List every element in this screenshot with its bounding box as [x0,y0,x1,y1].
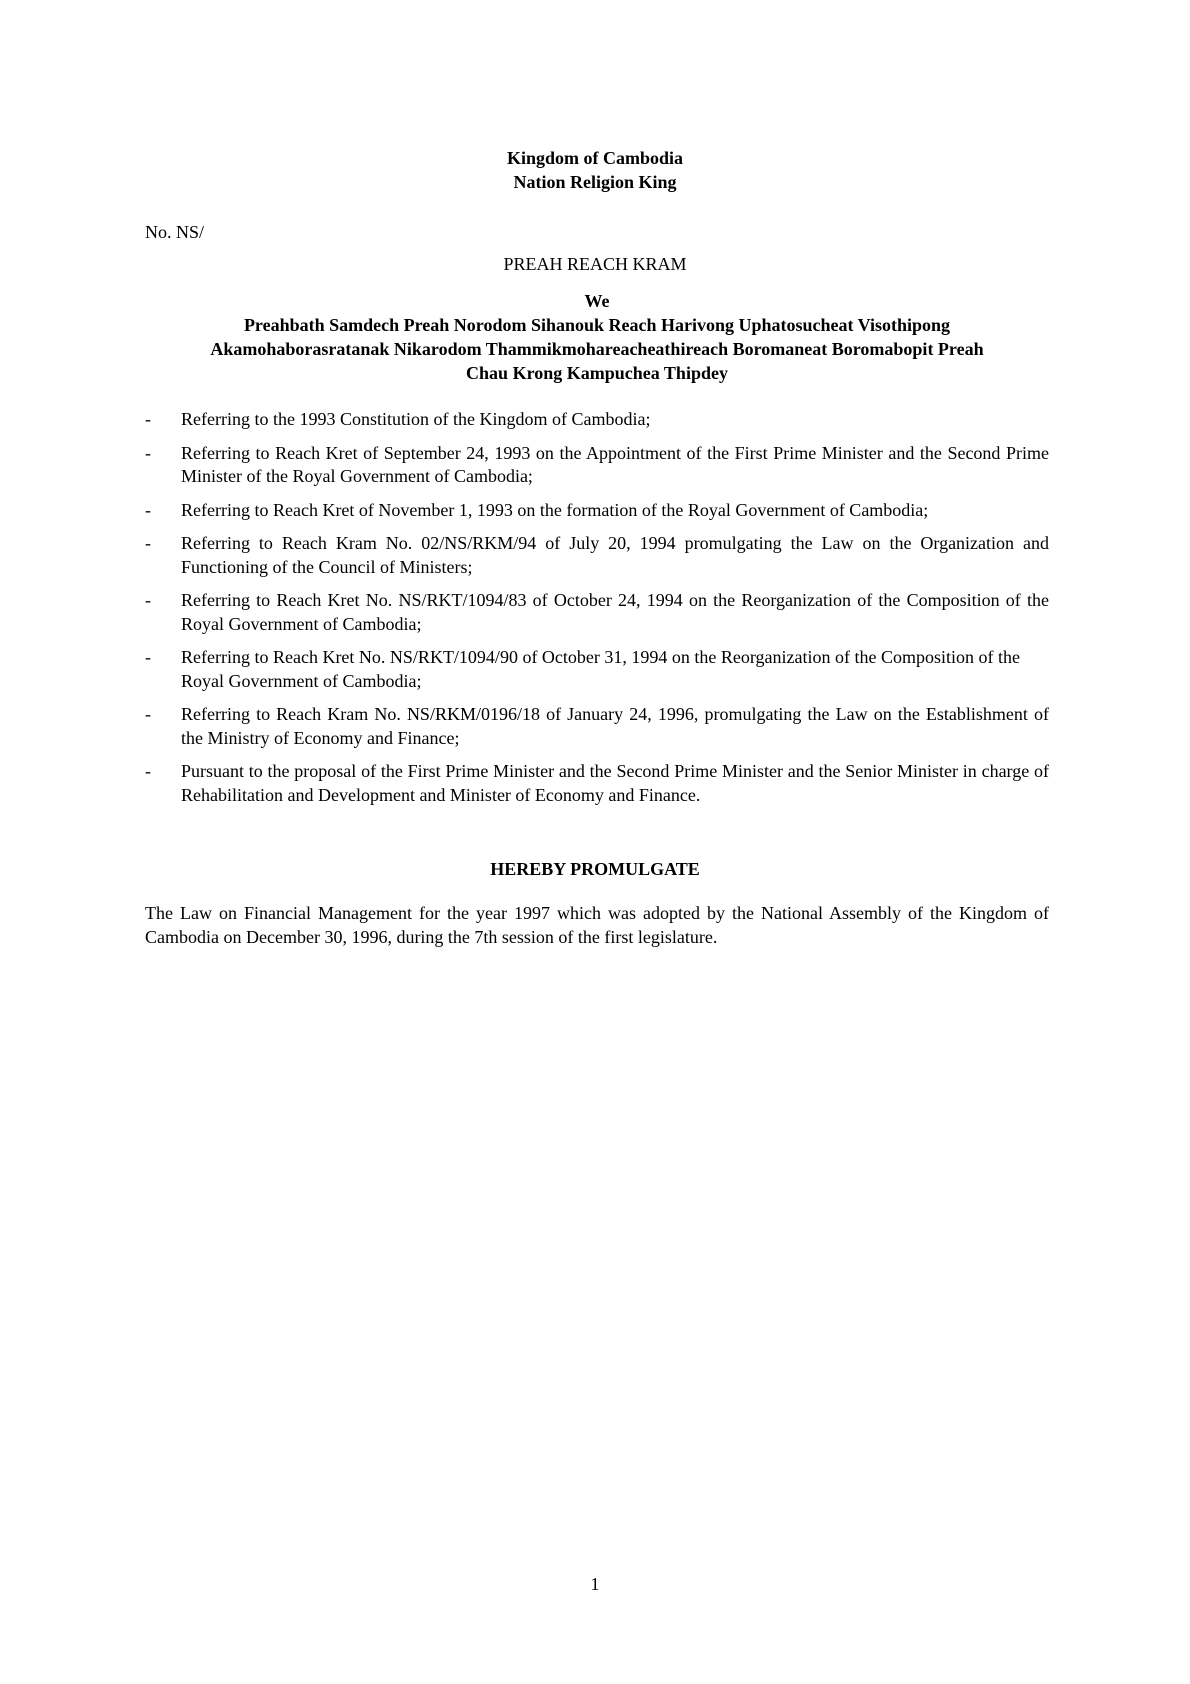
reference-item [145,703,1049,750]
decree-type: PREAH REACH KRAM [503,254,687,274]
references-list [145,408,1049,817]
issuer-title-line-1: Preahbath Samdech Preah Norodom Sihanouk Reach Harivong Uphatosucheat Visothipong [243,315,951,335]
document-number: No. NS/ [145,222,205,242]
header-kingdom: Kingdom of Cambodia [506,148,684,168]
header-motto: Nation Religion King [513,172,677,192]
bullet-dash: - [145,442,151,463]
reference-item [145,760,1049,807]
reference-item [145,646,1049,693]
issuer-we: We [584,291,610,311]
bullet-dash: - [145,533,151,553]
reference-text: Referring to Reach Kram No. NS/RKM/0196/18 of January 24, 1996, promulgating the Law on the Establishment of the Ministry of Economy and Finance; [181,704,1049,748]
bullet-dash: - [145,499,151,520]
reference-item [145,408,1049,432]
bullet-dash: - [145,761,151,781]
reference-text: Referring to the 1993 Constitution of the Kingdom of Cambodia; [181,409,651,429]
reference-text: Referring to Reach Kret No. NS/RKT/1094/90 of October 31, 1994 on the Reorganization of the Composition of the Royal Government of Cambodia; [181,647,1021,691]
reference-item [145,589,1049,636]
issuer-title-line-2: Akamohaborasratanak Nikarodom Thammikmohareacheathireach Boromaneat Boromabopit Preah [210,339,984,359]
reference-text: Referring to Reach Kram No. 02/NS/RKM/94 of July 20, 1994 promulgating the Law on the Organization and Functioning of the Council of Ministers; [181,533,1049,577]
bullet-dash: - [145,590,151,610]
document-header [0,146,1190,194]
bullet-dash: - [145,704,151,724]
issuer-block [145,289,1049,385]
bullet-dash: - [145,647,151,667]
reference-item [145,532,1049,579]
bullet-dash: - [145,409,151,429]
reference-text: Referring to Reach Kret of November 1, 1993 on the formation of the Royal Government of Cambodia; [181,499,929,520]
page-number: 1 [590,1574,600,1594]
reference-text: Referring to Reach Kret No. NS/RKT/1094/83 of October 24, 1994 on the Reorganization of the Composition of the Royal Government of Cambodia; [181,590,1049,634]
reference-item [145,442,1049,489]
reference-text: Pursuant to the proposal of the First Prime Minister and the Second Prime Minister and the Senior Minister in charge of Rehabilitation and Development and Minister of Economy and Finance. [181,761,1049,805]
issuer-title-line-3: Chau Krong Kampuchea Thipdey [466,363,728,383]
reference-text: Referring to Reach Kret of September 24, 1993 on the Appointment of the First Prime Minister and the Second Prime Minister of the Royal Government of Cambodia; [181,442,1049,486]
promulgate-heading: HEREBY PROMULGATE [490,859,700,879]
closing-paragraph: The Law on Financial Management for the year 1997 which was adopted by the National Assembly of the Kingdom of Cambodia on December 30, 1996, during the 7th session of the first legislature. [145,903,1049,947]
reference-item [145,499,1049,523]
